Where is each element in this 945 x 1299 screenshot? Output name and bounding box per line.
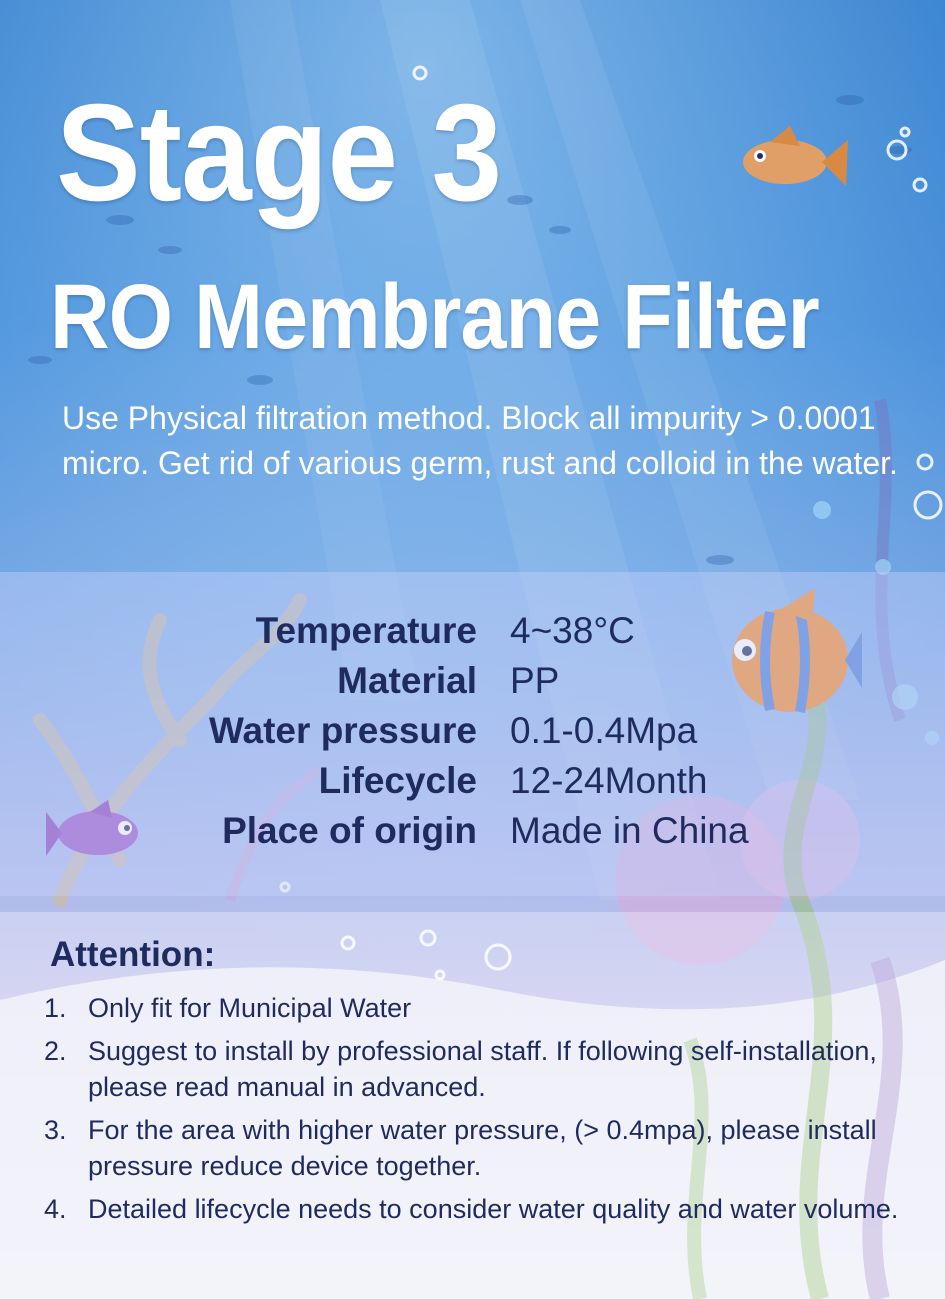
spec-label: Temperature xyxy=(255,610,477,651)
product-title: RO Membrane Filter xyxy=(50,266,819,368)
list-text: Detailed lifecycle needs to consider water quality and water volume. xyxy=(88,1194,899,1224)
list-text: Only fit for Municipal Water xyxy=(88,993,412,1023)
spec-value: 0.1-0.4Mpa xyxy=(510,710,698,751)
list-number: 4. xyxy=(44,1194,67,1224)
list-number: 1. xyxy=(44,993,67,1023)
spec-label: Place of origin xyxy=(222,810,477,851)
list-item xyxy=(44,1112,924,1184)
description-text: Use Physical filtration method. Block all impurity > 0.0001 micro. Get rid of various germ, rust and colloid in the water. xyxy=(62,400,898,481)
list-text: Suggest to install by professional staff. If following self-installation, please read manual in advanced. xyxy=(88,1036,877,1102)
attention-title: Attention: xyxy=(50,935,216,974)
spec-label: Water pressure xyxy=(208,710,477,751)
spec-row-temperature xyxy=(0,606,945,656)
spec-value: 12-24Month xyxy=(510,760,708,801)
spec-row-place-of-origin xyxy=(0,806,945,856)
stage-title: Stage 3 xyxy=(56,76,502,230)
spec-row-material xyxy=(0,656,945,706)
spec-label: Material xyxy=(337,660,477,701)
spec-label: Lifecycle xyxy=(318,760,477,801)
list-number: 2. xyxy=(44,1036,67,1066)
spec-value: Made in China xyxy=(510,810,749,851)
spec-value: 4~38°C xyxy=(510,610,635,651)
spec-row-lifecycle xyxy=(0,756,945,806)
specs-table xyxy=(0,606,945,856)
spec-value: PP xyxy=(510,660,560,701)
list-item xyxy=(44,990,924,1026)
attention-list xyxy=(44,990,924,1234)
list-item xyxy=(44,1191,924,1227)
list-item xyxy=(44,1033,924,1105)
list-number: 3. xyxy=(44,1115,67,1145)
spec-row-water-pressure xyxy=(0,706,945,756)
list-text: For the area with higher water pressure, (> 0.4mpa), please install pressure reduce device together. xyxy=(88,1115,877,1181)
